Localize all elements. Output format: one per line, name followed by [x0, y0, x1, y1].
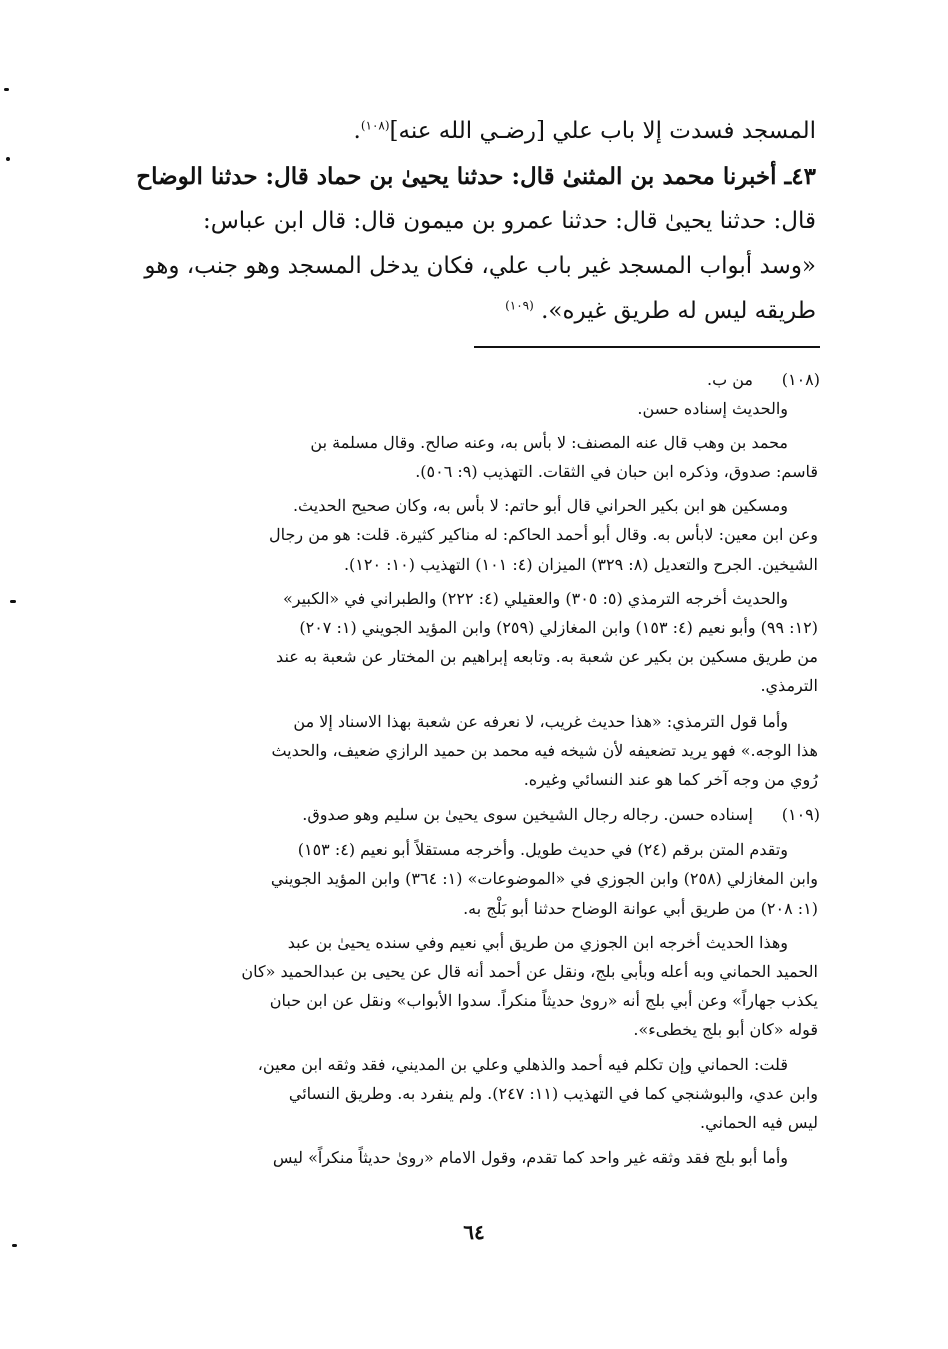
footnote-109-line: وابن عدي، والبوشنجي كما في التهذيب (١١: ٢٤٧). ولم ينفرد به. وطريق النسائي	[288, 1084, 818, 1103]
page-number: ٦٤	[463, 1220, 485, 1244]
footnote-109-line: الحميد الحماني وبه أعله وبأبي بلج، ونقل عن أحمد أنه قال عن يحيى بن عبدالحميد «كان	[241, 962, 818, 981]
footnote-108-line: وعن ابن معين: لابأس به. وقال أبو أحمد الحاكم: له مناكير كثيرة. قلت: هو من رجال	[269, 525, 818, 544]
main-line-1-end: .	[353, 118, 361, 144]
footnote-108-number: (١٠٨)	[781, 370, 820, 389]
footnote-108-line: (١٢: ٩٩) وأبو نعيم (٤: ١٥٣) وابن المغازلي (٢٥٩) وابن المؤيد الجويني (١: ٢٠٧)	[299, 618, 818, 637]
footnote-108-line: وأما قول الترمذي: «هذا حديث غريب، لا نعرفه عن شعبة بهذا الاسناد إلا من	[293, 712, 788, 731]
footnote-separator	[474, 346, 820, 348]
footnote-108-line: من ب.	[707, 370, 753, 389]
footnote-108-line: ومسكين هو ابن بكير الحراني قال أبو حاتم: لا بأس به، وكان صحيح الحديث.	[292, 496, 788, 515]
scan-mark	[12, 1244, 17, 1247]
scan-mark	[6, 157, 10, 161]
footnote-ref-109: (١٠٩)	[505, 298, 534, 313]
footnote-109-line: ليس فيه الحماني.	[700, 1113, 818, 1132]
footnote-109-line: قوله «كان أبو بلج يخطىء».	[633, 1020, 818, 1039]
footnote-108-line: رُوي من وجه آخر كما هو عند النسائي وغيره.	[523, 770, 818, 789]
footnote-108-line: قاسم: صدوق، وذكره ابن حبان في الثقات. التهذيب (٩: ٥٠٦).	[415, 462, 818, 481]
main-line-5-text: طريقه ليس له طريق غيره».	[541, 298, 816, 324]
footnote-108-line: والحديث إسناده حسن.	[637, 399, 788, 418]
footnote-ref-108: (١٠٨)	[360, 118, 390, 133]
footnote-109-line: يكذب جهاراً» وعن أبي بلج أنه «روىٰ حديثاً منكراً. سدوا الأبواب» ونقل عن ابن حبان	[269, 991, 818, 1010]
scan-mark	[10, 600, 16, 603]
footnote-109-line: وهذا الحديث أخرجه ابن الجوزي من طريق أبي نعيم وفي سنده يحيىٰ بن عبد	[287, 933, 788, 952]
footnote-108-line: والحديث أخرجه الترمذي (٥: ٣٠٥) والعقيلي (٤: ٢٢٢) والطبراني في «الكبير»	[282, 589, 788, 608]
main-line-4: «وسد أبواب المسجد غير باب علي، فكان يدخل المسجد وهو جنب، وهو	[144, 253, 816, 279]
main-line-1	[100, 118, 816, 144]
footnote-109-line: وابن المغازلي (٢٥٨) وابن الجوزي في «الموضوعات» (١: ٣٦٤) وابن المؤيد الجويني	[270, 869, 818, 888]
footnote-109-line: إسناده حسن. رجاله رجال الشيخين سوى يحيىٰ بن سليم وهو صدوق.	[302, 805, 753, 824]
footnote-109-line: وتقدم المتن برقم (٢٤) في حديث طويل. وأخرجه مستقلاً أبو نعيم (٤: ١٥٣)	[297, 840, 788, 859]
footnote-108-line: هذا الوجه.» فهو يريد تضعيفه لأن شيخه فيه محمد بن حميد الرازي ضعيف، والحديث	[271, 741, 818, 760]
main-line-2: ٤٣ـ أخبرنا محمد بن المثنىٰ قال: حدثنا يحيىٰ بن حماد قال: حدثنا الوضاح	[136, 163, 816, 190]
footnote-108-line: من طريق مسكين بن بكير عن شعبة به. وتابعه إبراهيم بن المختار عن شعبة به عند	[276, 647, 818, 666]
footnote-109-line: قلت: الحماني وإن تكلم فيه أحمد والذهلي وعلي بن المديني، فقد وثقه ابن معين،	[257, 1055, 788, 1074]
main-line-5	[100, 298, 816, 324]
footnote-109-number: (١٠٩)	[781, 805, 820, 824]
footnote-108-line: الترمذي.	[760, 676, 818, 695]
footnote-109-line: (١: ٢٠٨) من طريق أبي عوانة الوضاح حدثنا أبو بَلْج به.	[463, 899, 818, 918]
scan-mark	[4, 88, 9, 91]
main-line-3: قال: حدثنا يحيىٰ قال: حدثنا عمرو بن ميمون قال: قال ابن عباس:	[202, 208, 816, 234]
footnote-108-line: الشيخين. الجرح والتعديل (٨: ٣٢٩) الميزان (٤: ١٠١) التهذيب (١٠: ١٢٠).	[343, 555, 818, 574]
footnote-109-line: وأما أبو بلج فقد وثقه غير واحد كما تقدم، وقول الامام «روىٰ حديثاً منكراً» ليس	[272, 1148, 788, 1167]
footnote-108-line: محمد بن وهب قال عنه المصنف: لا بأس به، وعنه صالح. وقال مسلمة بن	[310, 433, 788, 452]
main-line-1-text: المسجد فسدت إلا باب علي [رضـي الله عنه]	[389, 118, 816, 144]
